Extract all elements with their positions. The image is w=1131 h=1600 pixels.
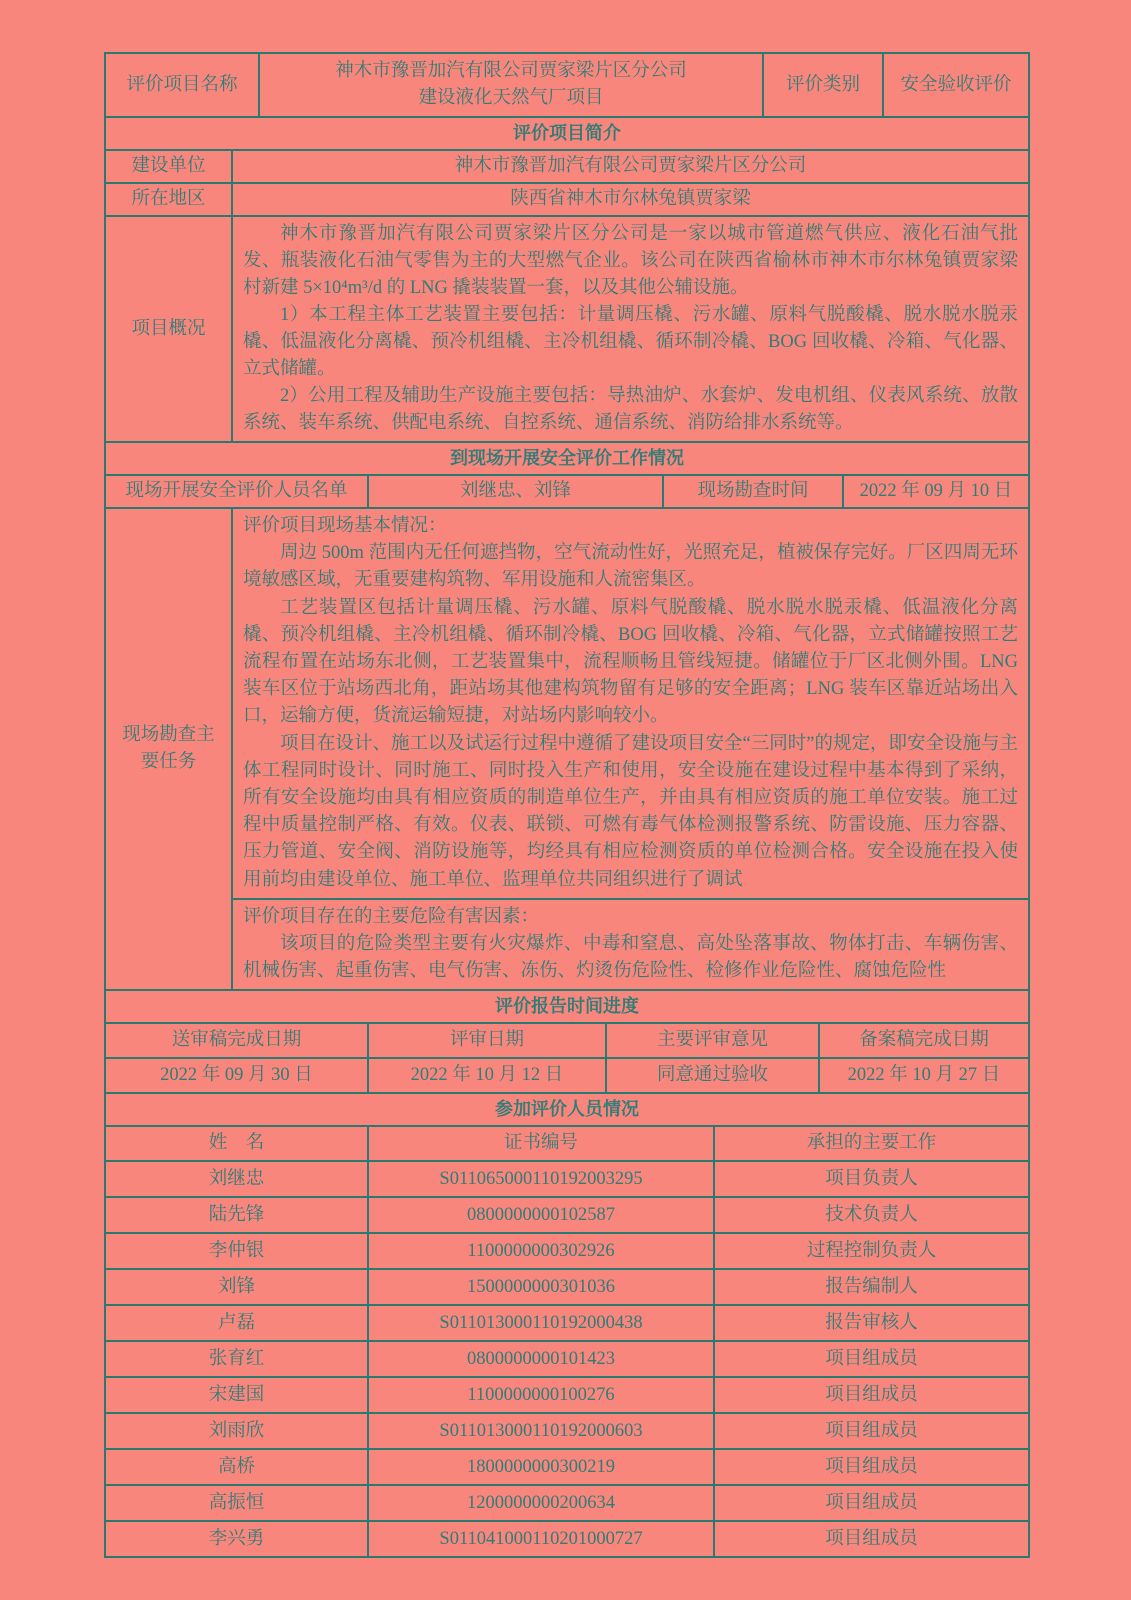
participant-role: 项目组成员 (825, 1456, 918, 1477)
schedule-section-title: 评价报告时间进度 (495, 996, 639, 1017)
survey-task-label: 现场勘查主要任务 (106, 509, 233, 989)
participant-row (106, 1414, 1028, 1450)
site-basic-paragraph-1: 周边 500m 范围内无任何遮挡物，空气流动性好，光照充足，植被保存完好。厂区四周无环境敏感区域，无重要建构筑物、军用设施和人流密集区。 (243, 543, 1018, 591)
participant-cert: S011041000110201000727 (369, 1522, 715, 1556)
site-basic-paragraph-3: 项目在设计、施工以及试运行过程中遵循了建设项目安全“三同时”的规定，即安全设施与主体工程同时设计、同时施工、同时投入生产和使用，安全设施在建设过程中基本得到了采纳，所有安全设施均由具有相应资质的制造单位生产，并由具有相应资质的施工单位安装。施工过程中质量控制严格、有效。仪表、联锁、可燃有毒气体检测报警系统、防雷设施、压力容器、压力管道、安全阀、消防设施等，均经具有相应检测资质的单位检测合格。安全设施在投入使用前均由建设单位、施工单位、监理单位共同组织进行了调试 (243, 733, 1018, 890)
construction-unit-value: 神木市豫晋加汽有限公司贾家梁片区分公司 (454, 156, 807, 176)
overview-paragraph-2: 1）本工程主体工艺装置主要包括：计量调压橇、污水罐、原料气脱酸橇、脱水脱水脱汞橇、低温液化分离橇、预冷机组橇、主冷机组橇、循环制冷橇、BOG 回收橇、冷箱、气化器、立式储罐。 (243, 305, 1018, 379)
site-staff-row (106, 476, 1028, 509)
participants-header-role: 承担的主要工作 (806, 1133, 937, 1154)
participant-role: 项目组成员 (825, 1420, 918, 1441)
intro-section-row (106, 118, 1028, 151)
overview-text (233, 217, 1028, 441)
survey-task-content (233, 509, 1028, 989)
participant-name: 宋建国 (106, 1378, 369, 1412)
participant-role: 报告审核人 (825, 1312, 918, 1333)
participant-row (106, 1486, 1028, 1522)
category-label: 评价类别 (764, 54, 884, 116)
participant-name: 刘雨欣 (106, 1414, 369, 1448)
schedule-header-opinion: 主要评审意见 (607, 1024, 820, 1057)
participant-cert: 1100000000100276 (369, 1378, 715, 1412)
project-name-line1: 神木市豫晋加汽有限公司贾家梁片区分公司 (335, 61, 687, 81)
participant-cert: 1500000000301036 (369, 1270, 715, 1304)
participant-cert: 1100000000302926 (369, 1234, 715, 1268)
project-name-value (260, 54, 764, 116)
construction-unit-label: 建设单位 (106, 151, 233, 182)
participant-cert: 0800000000102587 (369, 1198, 715, 1232)
participant-row (106, 1522, 1028, 1556)
staff-list-label: 现场开展安全评价人员名单 (106, 476, 369, 507)
participant-name: 刘继忠 (106, 1162, 369, 1196)
schedule-value-row (106, 1059, 1028, 1094)
participant-cert: S011013000110192000603 (369, 1414, 715, 1448)
participant-cert: S011065000110192003295 (369, 1162, 715, 1196)
schedule-value-review-date: 2022 年 10 月 12 日 (369, 1059, 607, 1092)
participant-name: 高桥 (106, 1450, 369, 1484)
hazards-heading: 评价项目存在的主要危险有害因素： (243, 906, 540, 927)
evaluation-report-table (104, 52, 1030, 1558)
staff-list-value: 刘继忠、刘锋 (369, 476, 664, 507)
participant-cert: 1200000000200634 (369, 1486, 715, 1520)
participants-header-cert: 证书编号 (369, 1127, 715, 1160)
survey-task-row (106, 509, 1028, 991)
location-row (106, 184, 1028, 217)
participant-row (106, 1198, 1028, 1234)
schedule-value-draft-date: 2022 年 09 月 30 日 (106, 1059, 369, 1092)
category-value: 安全验收评价 (900, 74, 1012, 95)
participant-cert: S011013000110192000438 (369, 1306, 715, 1340)
participant-row (106, 1378, 1028, 1414)
participant-row (106, 1306, 1028, 1342)
hazards-cell (233, 900, 1028, 990)
participants-section-title: 参加评价人员情况 (495, 1099, 639, 1120)
header-row (106, 54, 1028, 118)
participant-role: 项目组成员 (825, 1348, 918, 1369)
participants-section-row (106, 1094, 1028, 1127)
participant-name: 陆先锋 (106, 1198, 369, 1232)
participant-role: 报告编制人 (825, 1276, 918, 1297)
participant-role: 项目组成员 (825, 1492, 918, 1513)
survey-time-label: 现场勘查时间 (664, 476, 844, 507)
participants-header-name: 姓 名 (106, 1127, 369, 1160)
location-label: 所在地区 (106, 184, 233, 215)
construction-unit-row (106, 151, 1028, 184)
participant-role: 项目组成员 (825, 1528, 918, 1549)
schedule-section-row (106, 991, 1028, 1024)
participants-header-row (106, 1127, 1028, 1162)
overview-paragraph-3: 2）公用工程及辅助生产设施主要包括：导热油炉、水套炉、发电机组、仪表风系统、放散系统、装车系统、供配电系统、自控系统、通信系统、消防给排水系统等。 (243, 386, 1018, 433)
participant-row (106, 1162, 1028, 1198)
schedule-header-record-date: 备案稿完成日期 (859, 1030, 989, 1051)
participant-row (106, 1450, 1028, 1486)
participant-role: 项目组成员 (825, 1384, 918, 1405)
survey-time-value: 2022 年 09 月 10 日 (859, 481, 1013, 501)
project-name-label: 评价项目名称 (106, 54, 260, 116)
participant-cert: 0800000000101423 (369, 1342, 715, 1376)
schedule-header-row (106, 1024, 1028, 1059)
participant-row (106, 1270, 1028, 1306)
intro-section-title: 评价项目简介 (513, 123, 621, 143)
site-basic-cell (233, 509, 1028, 900)
participant-name: 高振恒 (106, 1486, 369, 1520)
overview-label: 项目概况 (106, 217, 233, 441)
participant-row (106, 1342, 1028, 1378)
participant-role: 过程控制负责人 (806, 1240, 937, 1261)
overview-row (106, 217, 1028, 443)
participant-cert: 1800000000300219 (369, 1450, 715, 1484)
participant-name: 张育红 (106, 1342, 369, 1376)
schedule-header-review-date: 评审日期 (369, 1024, 607, 1057)
location-value: 陕西省神木市尔林兔镇贾家梁 (510, 189, 751, 209)
participant-row (106, 1234, 1028, 1270)
project-name-line2: 建设液化天然气厂项目 (418, 88, 604, 108)
overview-paragraph-1: 神木市豫晋加汽有限公司贾家梁片区分公司是一家以城市管道燃气供应、液化石油气批发、瓶装液化石油气零售为主的大型燃气企业。该公司在陕西省榆林市神木市尔林兔镇贾家梁村新建 5×10⁴m³/d 的 LNG 撬装装置一套，以及其他公辅设施。 (243, 224, 1018, 298)
participant-role: 项目负责人 (825, 1168, 918, 1189)
participant-role: 技术负责人 (825, 1204, 918, 1225)
participant-name: 李兴勇 (106, 1522, 369, 1556)
hazards-paragraph: 该项目的危险类型主要有火灾爆炸、中毒和窒息、高处坠落事故、物体打击、车辆伤害、机械伤害、起重伤害、电气伤害、冻伤、灼烫伤危险性、检修作业危险性、腐蚀危险性 (243, 934, 1018, 982)
site-section-row (106, 443, 1028, 476)
schedule-header-draft-date: 送审稿完成日期 (106, 1024, 369, 1057)
site-basic-heading: 评价项目现场基本情况： (243, 516, 447, 536)
schedule-value-record-date: 2022 年 10 月 27 日 (847, 1065, 1001, 1086)
participant-name: 李仲银 (106, 1234, 369, 1268)
participant-name: 卢磊 (106, 1306, 369, 1340)
site-section-title: 到现场开展安全评价工作情况 (450, 448, 684, 468)
participant-name: 刘锋 (106, 1270, 369, 1304)
schedule-value-opinion: 同意通过验收 (607, 1059, 820, 1092)
site-basic-paragraph-2: 工艺装置区包括计量调压橇、污水罐、原料气脱酸橇、脱水脱水脱汞橇、低温液化分离橇、预冷机组橇、主冷机组橇、循环制冷橇、BOG 回收橇、冷箱、气化器，立式储罐按照工艺流程布置在站场东北侧，工艺装置集中，流程顺畅且管线短捷。储罐位于厂区北侧外围。LNG 装车区位于站场西北角，距站场其他建构筑物留有足够的安全距离；LNG 装车区靠近站场出入口，运输方便，货流运输短捷，对站场内影响较小。 (243, 597, 1018, 727)
